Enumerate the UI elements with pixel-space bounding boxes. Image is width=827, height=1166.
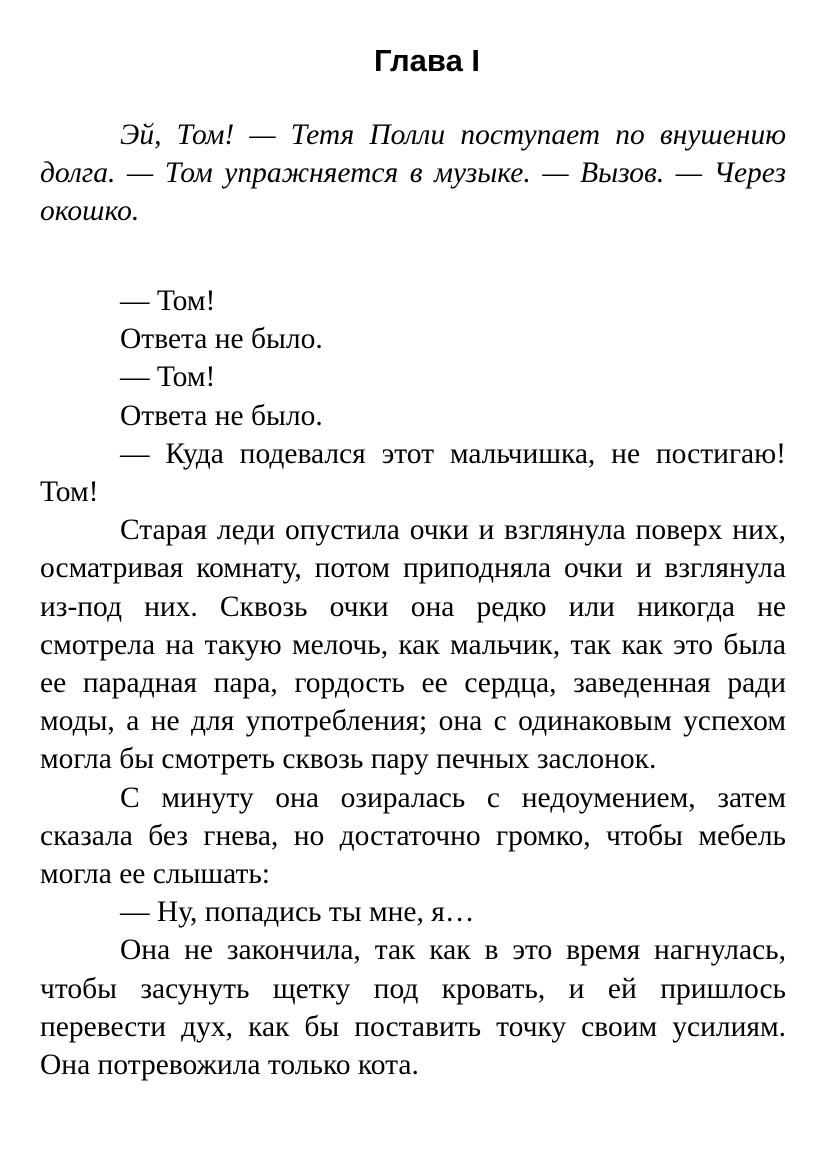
document-page [40, 36, 786, 1084]
paragraph: — Том! [120, 361, 216, 394]
paragraph: — Ну, попадись ты мне, я… [120, 896, 475, 929]
paragraph: — Том! [120, 285, 216, 317]
chapter-epigraph: Эй, Том! — Тетя Полли поступает по внушению долга. — Том упражняется в музыке. — Вызов. — Через окошко. [40, 119, 786, 227]
chapter-body [40, 282, 786, 1084]
chapter-title: Глава I [373, 43, 481, 78]
paragraph: — Куда подевался этот мальчишка, не постигаю! Том! [40, 437, 786, 509]
paragraph: С минуту она озиралась с недоумением, затем сказала без гнева, но достаточно громко, чтобы мебель могла ее слышать: [40, 781, 786, 891]
paragraph: Она не закончила, так как в это время нагнулась, чтобы засунуть щетку под кровать, и ей пришлось перевести дух, как бы поставить точку своим усилиям. Она потревожила только кота. [40, 934, 786, 1082]
paragraph: Ответа не было. [120, 323, 323, 356]
paragraph: Ответа не было. [120, 399, 323, 432]
paragraph: Старая леди опустила очки и взглянула поверх них, осматривая комнату, потом приподняла очки и взглянула из-под них. Сквозь очки она редко или никогда не смотрела на такую мелочь, как мальчик, так как это была ее парадная пара, гордость ее сердца, заведенная ради моды, а не для употребления; она с одинаковым успехом могла бы смотреть сквозь пару печных заслонок. [40, 514, 786, 776]
